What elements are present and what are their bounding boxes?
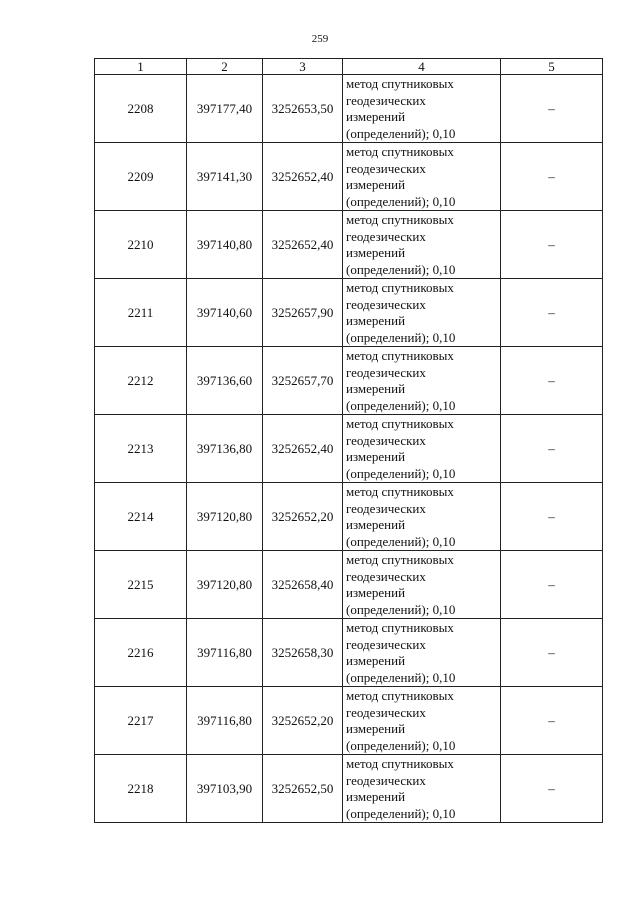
method-line: метод спутниковых: [346, 76, 454, 91]
y-coordinate-cell: 3252652,20: [263, 483, 343, 551]
y-coordinate-cell: 3252657,70: [263, 347, 343, 415]
table-row: [95, 551, 603, 619]
method-line: измерений: [346, 245, 406, 260]
method-line: геодезических: [346, 228, 426, 244]
method-cell: [343, 551, 501, 619]
note-cell: –: [501, 687, 603, 755]
method-line: (определений); 0,10: [346, 193, 456, 209]
x-coordinate-cell: 397136,60: [187, 347, 263, 415]
method-line: измерений: [346, 585, 406, 600]
method-line: геодезических: [346, 568, 426, 584]
table-row: [95, 143, 603, 211]
method-line: метод спутниковых: [346, 552, 454, 567]
point-number-cell: 2216: [95, 619, 187, 687]
x-coordinate-cell: 397103,90: [187, 755, 263, 823]
method-line: (определений); 0,10: [346, 805, 456, 821]
point-number-cell: 2211: [95, 279, 187, 347]
x-coordinate-cell: 397116,80: [187, 687, 263, 755]
y-coordinate-cell: 3252652,40: [263, 211, 343, 279]
x-coordinate-cell: 397116,80: [187, 619, 263, 687]
y-coordinate-cell: 3252652,50: [263, 755, 343, 823]
column-header-4: 4: [343, 59, 501, 75]
note-cell: –: [501, 211, 603, 279]
method-line: метод спутниковых: [346, 756, 454, 771]
note-cell: –: [501, 279, 603, 347]
method-line: геодезических: [346, 92, 426, 108]
method-line: (определений); 0,10: [346, 737, 456, 753]
method-line: (определений); 0,10: [346, 261, 456, 277]
note-cell: –: [501, 619, 603, 687]
column-header-5: 5: [501, 59, 603, 75]
method-line: геодезических: [346, 296, 426, 312]
table-body: [95, 75, 603, 823]
method-cell: [343, 347, 501, 415]
note-cell: –: [501, 347, 603, 415]
table-row: [95, 619, 603, 687]
method-line: геодезических: [346, 772, 426, 788]
table-row: [95, 347, 603, 415]
method-line: геодезических: [346, 500, 426, 516]
table-row: [95, 755, 603, 823]
method-line: (определений); 0,10: [346, 601, 456, 617]
method-line: (определений); 0,10: [346, 329, 456, 345]
column-header-2: 2: [187, 59, 263, 75]
x-coordinate-cell: 397140,80: [187, 211, 263, 279]
x-coordinate-cell: 397120,80: [187, 551, 263, 619]
method-line: метод спутниковых: [346, 212, 454, 227]
column-header-1: 1: [95, 59, 187, 75]
method-line: измерений: [346, 517, 406, 532]
point-number-cell: 2217: [95, 687, 187, 755]
note-cell: –: [501, 483, 603, 551]
point-number-cell: 2214: [95, 483, 187, 551]
note-cell: –: [501, 415, 603, 483]
note-cell: –: [501, 143, 603, 211]
y-coordinate-cell: 3252652,40: [263, 143, 343, 211]
table-row: [95, 75, 603, 143]
method-line: метод спутниковых: [346, 484, 454, 499]
method-line: метод спутниковых: [346, 416, 454, 431]
point-number-cell: 2215: [95, 551, 187, 619]
point-number-cell: 2218: [95, 755, 187, 823]
method-cell: [343, 211, 501, 279]
point-number-cell: 2208: [95, 75, 187, 143]
x-coordinate-cell: 397136,80: [187, 415, 263, 483]
method-line: измерений: [346, 789, 406, 804]
method-line: геодезических: [346, 636, 426, 652]
method-line: измерений: [346, 653, 406, 668]
method-line: (определений); 0,10: [346, 669, 456, 685]
y-coordinate-cell: 3252653,50: [263, 75, 343, 143]
table-row: [95, 279, 603, 347]
method-cell: [343, 619, 501, 687]
method-cell: [343, 415, 501, 483]
method-line: (определений); 0,10: [346, 533, 456, 549]
method-cell: [343, 143, 501, 211]
coordinates-table: [94, 58, 603, 823]
y-coordinate-cell: 3252657,90: [263, 279, 343, 347]
method-cell: [343, 755, 501, 823]
y-coordinate-cell: 3252652,20: [263, 687, 343, 755]
method-line: (определений); 0,10: [346, 465, 456, 481]
method-line: измерений: [346, 721, 406, 736]
y-coordinate-cell: 3252658,30: [263, 619, 343, 687]
header-row: [95, 59, 603, 75]
method-line: геодезических: [346, 432, 426, 448]
method-line: геодезических: [346, 160, 426, 176]
point-number-cell: 2212: [95, 347, 187, 415]
column-header-3: 3: [263, 59, 343, 75]
point-number-cell: 2213: [95, 415, 187, 483]
method-line: метод спутниковых: [346, 688, 454, 703]
method-line: геодезических: [346, 364, 426, 380]
note-cell: –: [501, 551, 603, 619]
method-cell: [343, 687, 501, 755]
method-line: метод спутниковых: [346, 280, 454, 295]
table-row: [95, 211, 603, 279]
method-line: измерений: [346, 313, 406, 328]
page-number: 259: [311, 33, 329, 45]
method-line: геодезических: [346, 704, 426, 720]
table-row: [95, 483, 603, 551]
method-line: измерений: [346, 109, 406, 124]
method-cell: [343, 279, 501, 347]
x-coordinate-cell: 397140,60: [187, 279, 263, 347]
table-row: [95, 687, 603, 755]
point-number-cell: 2210: [95, 211, 187, 279]
note-cell: –: [501, 75, 603, 143]
y-coordinate-cell: 3252658,40: [263, 551, 343, 619]
method-line: метод спутниковых: [346, 144, 454, 159]
y-coordinate-cell: 3252652,40: [263, 415, 343, 483]
method-line: (определений); 0,10: [346, 397, 456, 413]
table-row: [95, 415, 603, 483]
point-number-cell: 2209: [95, 143, 187, 211]
method-line: (определений); 0,10: [346, 125, 456, 141]
method-line: измерений: [346, 381, 406, 396]
method-cell: [343, 75, 501, 143]
method-line: метод спутниковых: [346, 620, 454, 635]
method-line: измерений: [346, 177, 406, 192]
x-coordinate-cell: 397177,40: [187, 75, 263, 143]
x-coordinate-cell: 397141,30: [187, 143, 263, 211]
note-cell: –: [501, 755, 603, 823]
x-coordinate-cell: 397120,80: [187, 483, 263, 551]
method-cell: [343, 483, 501, 551]
method-line: измерений: [346, 449, 406, 464]
method-line: метод спутниковых: [346, 348, 454, 363]
